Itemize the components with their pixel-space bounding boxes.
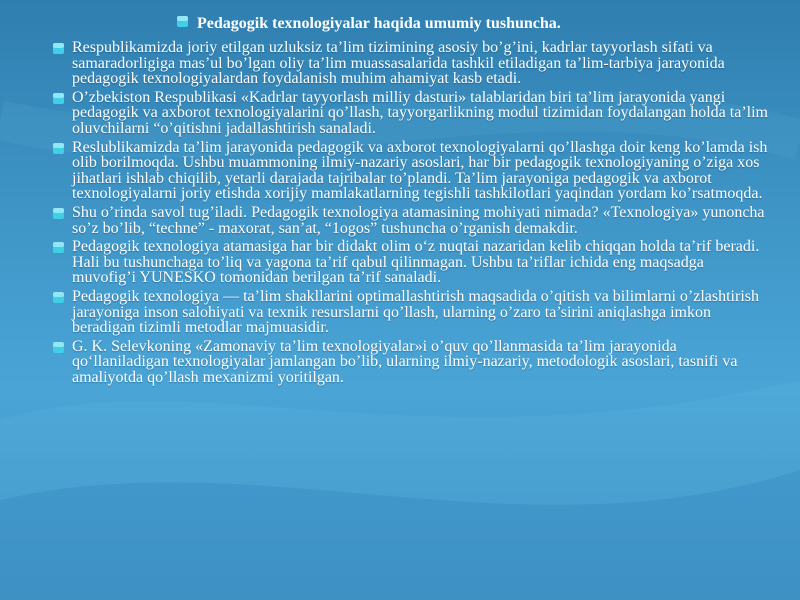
bullet-text: G. K. Selevkoning «Zamonaviy ta’lim texnologiyalar»i o’quv qo’llanmasida ta’lim jarayonida qo‘llaniladigan texnologiyalar jamlangan bo’lib, ularning ilmiy-nazariy, metodologik asoslari, tasnifi va amaliyotda qo’llash mexanizmi yoritilgan. [72, 337, 738, 386]
cyan-square-bullet-icon [52, 42, 65, 55]
slide-title-row [176, 14, 561, 34]
bullet-item [50, 90, 770, 137]
bullet-item [50, 40, 770, 87]
bullet-item [50, 205, 770, 236]
cyan-square-bullet-icon [52, 142, 65, 155]
cyan-square-bullet-icon [52, 241, 65, 254]
cyan-square-bullet-icon [52, 92, 65, 105]
slide-title: Pedagogik texnologiyalar haqida umumiy tushuncha. [197, 15, 561, 32]
bullet-text: Respublikamizda joriy etilgan uzluksiz ta’lim tizimining asosiy bo’g’ini, kadrlar tayyorlash sifati va samaradorligiga mas’ul bo’lgan oliy ta’lim muassasalarida tashkil etiladigan ta’lim-tarbiya jarayonida pedagogik texnologiyalardan foydalanish muhim ahamiyat kasb etadi. [72, 39, 725, 88]
bullet-item [50, 239, 770, 286]
bullet-text: Reslublikamizda ta’lim jarayonida pedagogik va axborot texnologiyalarni qo’llashga doir keng ko’lamda ish olib borilmoqda. Ushbu muammoning ilmiy-nazariy asoslari, har bir pedagogik texnologiyaning o’ziga xos jihatlari ishlab chiqilib, yetarli darajada tajribalar to’plandi. Ta’lim jarayoniga pedagogik va axborot texnologiyalarni joriy etishda xorijiy mamlakatlarning tegishli tashkilotlari yaqindan yordam ko’rsatmoqda. [72, 138, 768, 203]
bullet-item [50, 289, 770, 336]
cyan-square-bullet-icon [52, 207, 65, 220]
bullet-text: Shu o’rinda savol tug’iladi. Pedagogik texnologiya atamasining mohiyati nimada? «Texnologiya» yunoncha so’z bo’lib, “techne” - maxorat, san’at, “1ogos” tushuncha o’rganish demakdir. [72, 203, 765, 237]
cyan-square-bullet-icon [52, 341, 65, 354]
cyan-square-bullet-icon [52, 291, 65, 304]
bullet-item [50, 140, 770, 202]
bullet-text: Pedagogik texnologiya — ta’lim shakllarini optimallashtirish maqsadida o’qitish va bilimlarni o’zlashtirish jarayoniga inson salohiyati va texnik resurslarni qo’llash, ularning o’zaro ta’sirini aniqlashga imkon beradigan tizimli metodlar majmuasidir. [72, 287, 759, 337]
bullet-text: O’zbekiston Respublikasi «Kadrlar tayyorlash milliy dasturi» talablaridan biri ta’lim jarayonida yangi pedagogik va axborot texnologiyalarini qo’llash, tayyorgarlikning modul tizimidan foydalangan holda ta’lim oluvchilarni “o’qitishni jadallashtirish sanaladi. [72, 88, 768, 137]
bullet-text: Pedagogik texnologiya atamasiga har bir didakt olim o‘z nuqtai nazaridan kelib chiqqan holda ta’rif beradi. Hali bu tushunchaga to’liq va yagona ta’rif qabul qilinmagan. Ushbu ta’riflar ichida eng maqsadga muvofig’i YUNESKO tomonidan berilgan ta’rif sanaladi. [72, 238, 760, 287]
cyan-square-bullet-icon [176, 15, 189, 28]
bullet-item [50, 339, 770, 386]
bullet-list [50, 40, 770, 388]
